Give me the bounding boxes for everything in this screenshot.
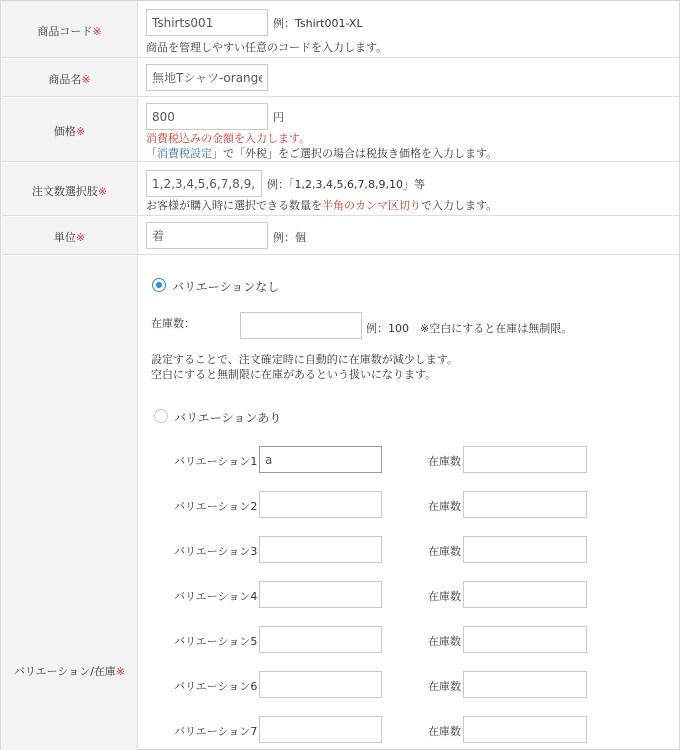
row-variation-stock <box>2 256 679 750</box>
stock-input[interactable] <box>240 312 362 339</box>
variation-stock-label: 在庫数 <box>428 500 461 513</box>
price-input[interactable] <box>146 103 268 130</box>
variation-name-input[interactable] <box>259 716 382 743</box>
order-qty-example: 例：「1,2,3,4,5,6,7,8,9,10」等 <box>267 178 425 191</box>
variation-name-input[interactable] <box>259 671 382 698</box>
variation-stock-label: 在庫数 <box>428 455 461 468</box>
variation-name-label: バリエーション7 <box>174 725 258 738</box>
variation-name-input[interactable] <box>259 536 382 563</box>
variation-stock-label: 在庫数 <box>428 725 461 738</box>
variation-stock-label: 在庫数 <box>428 680 461 693</box>
variation-name-input[interactable] <box>259 581 382 608</box>
variation-name-input[interactable] <box>259 491 382 518</box>
variation-name-input[interactable] <box>259 626 382 653</box>
price-tax-note: 「消費税設定」で「外税」をご選択の場合は税抜き価格を入力します。 <box>146 147 498 160</box>
variation-name-label: バリエーション2 <box>174 500 258 513</box>
required-mark: ※ <box>75 125 86 138</box>
order-qty-input[interactable] <box>146 170 262 197</box>
variation-with-label[interactable]: バリエーションあり <box>174 411 282 425</box>
row-product-code <box>2 1 679 58</box>
stock-example: 例：100 ※空白にすると在庫は無制限。 <box>366 322 573 335</box>
required-mark: ※ <box>92 25 102 38</box>
variation-none-radio[interactable] <box>152 278 166 292</box>
required-mark: ※ <box>81 73 91 86</box>
unit-example: 例：個 <box>273 231 306 244</box>
variation-name-label: バリエーション3 <box>174 545 258 558</box>
unit-label: 単位 <box>53 231 76 244</box>
variation-stock-label: 在庫数 <box>428 590 461 603</box>
variation-name-label: バリエーション1 <box>174 455 258 468</box>
variation-with-radio[interactable] <box>154 409 168 423</box>
variation-stock-input[interactable] <box>463 626 587 653</box>
required-mark: ※ <box>75 231 86 244</box>
row-order-quantity <box>2 163 679 216</box>
variation-stock-input[interactable] <box>463 536 587 563</box>
variation-stock-input[interactable] <box>463 491 587 518</box>
stock-desc-line2: 空白にすると無制限に在庫があるという扱いになります。 <box>151 368 437 381</box>
required-mark: ※ <box>115 665 126 678</box>
variation-name-label: バリエーション6 <box>174 680 258 693</box>
variation-stock-label: 在庫数 <box>428 635 461 648</box>
row-price <box>2 98 679 162</box>
product-name-label: 商品名 <box>48 73 82 86</box>
product-code-input[interactable] <box>146 9 268 36</box>
variation-stock-input[interactable] <box>463 671 587 698</box>
variation-stock-label: 在庫数 <box>428 545 461 558</box>
order-qty-help: お客様が購入時に選択できる数量を半角のカンマ区切りで入力します。 <box>146 199 498 212</box>
row-product-name <box>2 59 679 97</box>
label-cell <box>2 1 138 57</box>
order-qty-label: 注文数選択肢 <box>31 185 98 198</box>
product-code-example: 例：Tshirt001-XL <box>273 17 363 30</box>
product-code-label: 商品コード <box>37 25 93 38</box>
tax-settings-link[interactable]: 消費税設定 <box>157 147 212 160</box>
row-unit <box>2 217 679 255</box>
price-label: 価格 <box>53 125 76 138</box>
stock-desc-line1: 設定することで、注文確定時に自動的に在庫数が減少します。 <box>151 353 458 366</box>
product-code-help: 商品を管理しやすい任意のコードを入力します。 <box>146 41 388 54</box>
unit-input[interactable] <box>146 222 268 249</box>
stock-label: 在庫数： <box>151 317 195 330</box>
variation-label: バリエーション/在庫 <box>13 665 116 678</box>
variation-none-label[interactable]: バリエーションなし <box>172 280 280 294</box>
product-name-input[interactable] <box>146 64 268 91</box>
required-mark: ※ <box>97 185 108 198</box>
variation-name-input[interactable] <box>259 446 382 473</box>
variation-name-label: バリエーション5 <box>174 635 258 648</box>
variation-stock-input[interactable] <box>463 581 587 608</box>
variation-stock-input[interactable] <box>463 446 587 473</box>
variation-name-label: バリエーション4 <box>174 590 258 603</box>
variation-stock-input[interactable] <box>463 716 587 743</box>
price-tax-warning: 消費税込みの金額を入力します。 <box>146 132 311 145</box>
price-unit: 円 <box>273 111 284 124</box>
